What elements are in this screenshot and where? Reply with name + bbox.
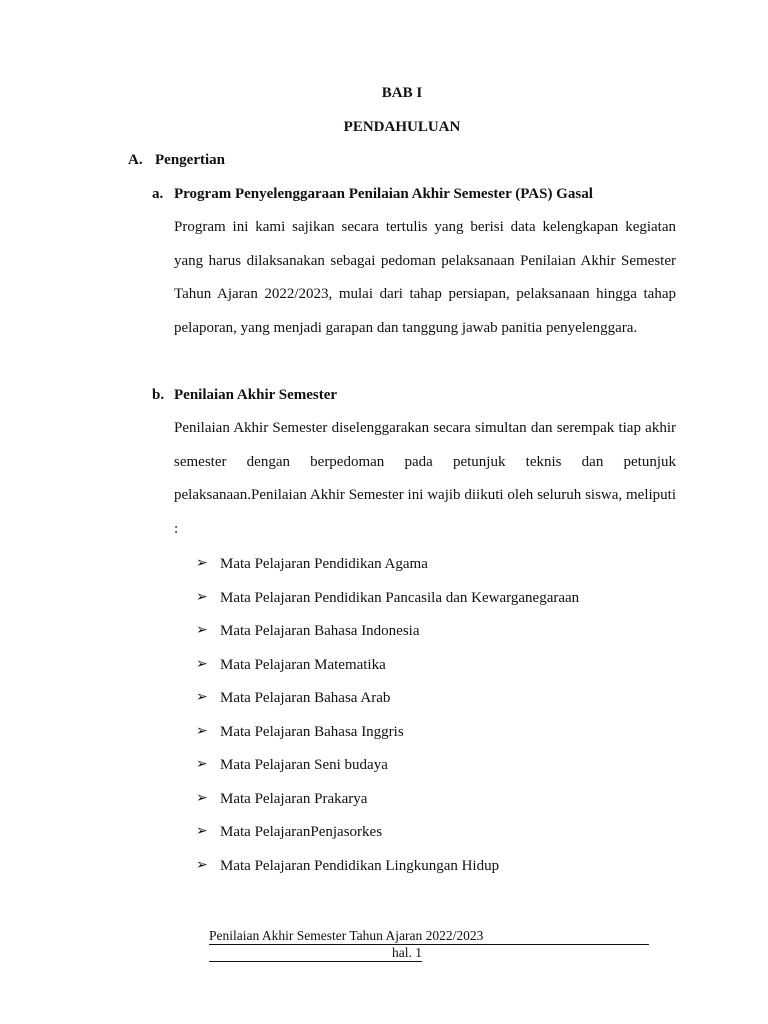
list-item — [196, 553, 579, 587]
list-item-text: Mata PelajaranPenjasorkes — [220, 824, 383, 840]
list-item — [196, 855, 579, 889]
arrow-bullet-icon: ➢ — [196, 757, 208, 772]
list-item — [196, 821, 579, 855]
arrow-bullet-icon: ➢ — [196, 824, 208, 839]
list-item-text: Mata Pelajaran Matematika — [220, 656, 386, 673]
list-item-text: Mata Pelajaran Bahasa Inggris — [220, 723, 404, 740]
chapter-number: BAB I — [381, 85, 423, 101]
subsection-heading-a — [152, 186, 593, 203]
chapter-title: PENDAHULUAN — [343, 119, 461, 135]
list-item-text: Mata Pelajaran Pendidikan Pancasila dan Kewarganegaraan — [220, 589, 580, 606]
arrow-bullet-icon: ➢ — [196, 656, 208, 672]
list-item — [196, 687, 579, 721]
arrow-bullet-icon: ➢ — [196, 623, 208, 638]
list-item — [196, 587, 579, 621]
subsection-number: a. — [152, 186, 164, 202]
subsection-title: Penilaian Akhir Semester — [174, 387, 338, 403]
arrow-bullet-icon: ➢ — [196, 857, 208, 873]
list-item-text: Mata Pelajaran Seni budaya — [220, 757, 388, 773]
arrow-bullet-icon: ➢ — [196, 723, 208, 739]
footer-title: Penilaian Akhir Semester Tahun Ajaran 2022/2023 — [209, 928, 649, 945]
footer-page-number: hal. 1 — [209, 945, 422, 962]
arrow-bullet-icon: ➢ — [196, 690, 208, 705]
section-heading — [128, 152, 225, 169]
list-item — [196, 620, 579, 654]
list-item-text: Mata Pelajaran Bahasa Arab — [220, 690, 391, 706]
subsection-title: Program Penyelenggaraan Penilaian Akhir Semester (PAS) Gasal — [174, 186, 593, 202]
list-item — [196, 788, 579, 822]
list-item-text: Mata Pelajaran Pendidikan Lingkungan Hidup — [220, 857, 500, 874]
arrow-bullet-icon: ➢ — [196, 589, 208, 605]
list-item-text: Mata Pelajaran Pendidikan Agama — [220, 556, 428, 572]
arrow-bullet-icon: ➢ — [196, 790, 208, 806]
list-item-text: Mata Pelajaran Prakarya — [220, 790, 368, 807]
subsection-heading-b — [152, 387, 337, 404]
subsection-paragraph-a: Program ini kami sajikan secara tertulis yang berisi data kelengkapan kegiatan yang harus dilaksanakan sebagai pedoman pelaksanaan Penilaian Akhir Semester Tahun Ajaran 2022/2023, mulai dari tahap persiapan, pelaksanaan hingga tahap pelaporan, yang menjadi garapan dan tanggung jawab panitia penyelenggara. — [174, 219, 676, 336]
subject-list — [196, 553, 579, 888]
section-title: Pengertian — [155, 152, 225, 168]
arrow-bullet-icon: ➢ — [196, 556, 208, 571]
list-item — [196, 721, 579, 755]
section-number: A. — [128, 152, 143, 168]
page-footer — [209, 928, 649, 962]
list-item — [196, 654, 579, 688]
list-item-text: Mata Pelajaran Bahasa Indonesia — [220, 623, 420, 639]
subsection-number: b. — [152, 387, 165, 403]
list-item — [196, 754, 579, 788]
subsection-paragraph-b: Penilaian Akhir Semester diselenggarakan secara simultan dan serempak tiap akhir semester dengan berpedoman pada petunjuk teknis dan petunjuk pelaksanaan.Penilaian Akhir Semester ini wajib diikuti oleh seluruh siswa, meliputi : — [174, 420, 676, 537]
